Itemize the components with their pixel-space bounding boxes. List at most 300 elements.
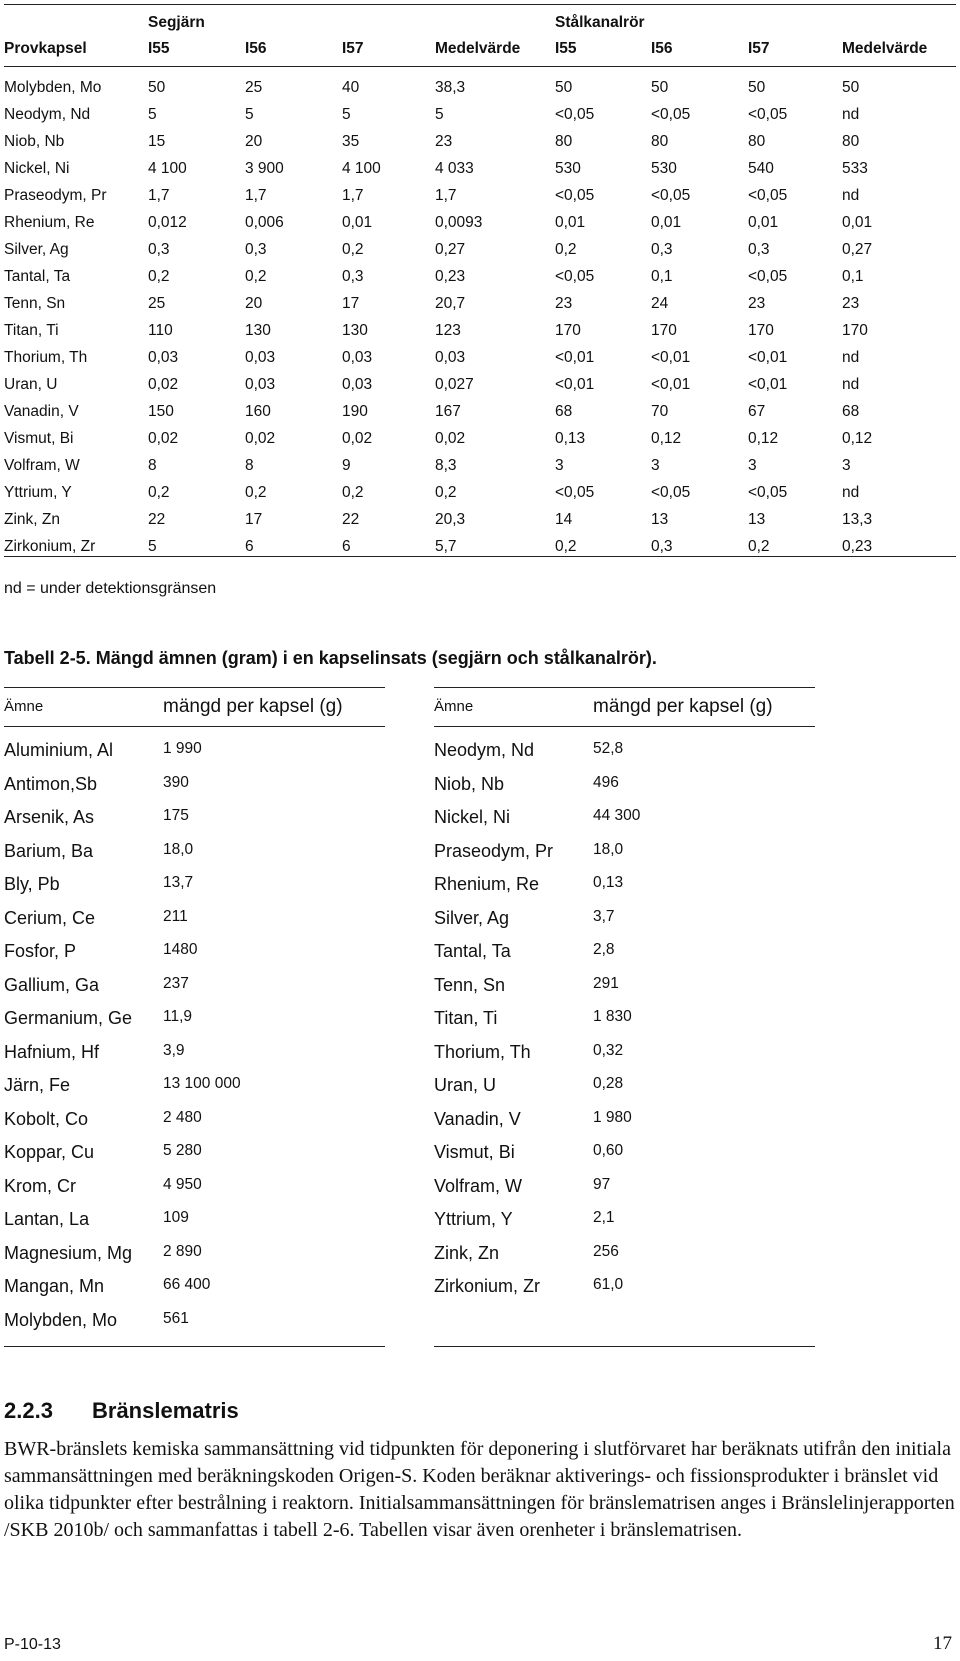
table-cell: 0,2 [342, 241, 364, 258]
section-paragraph: BWR-bränslets kemiska sammansättning vid tidpunkten för deponering i slutförvaret har beräknats utifrån den initiala sammansättningen med beräkningskoden Origen-S. Koden beräknar aktiverings- och fissionsprodukter i bränslet vid olika tidpunkter efter bestrålning i reaktorn. Initialsammansättningen för bränslematrisen anges i Bränslelinjerapporten /SKB 2010b/ och sammanfattas i tabell 2-6. Tabellen visar även orenheter i bränslematrisen. [4, 1438, 955, 1541]
table-cell: <0,05 [748, 484, 788, 501]
table-cell: 170 [748, 322, 774, 339]
table-cell: 0,006 [245, 214, 284, 231]
table-cell: 25 [148, 295, 166, 312]
table-cell: 0,02 [342, 430, 373, 447]
substance-name: Barium, Ba [4, 840, 94, 861]
table-cell: 0,03 [245, 376, 276, 393]
row-label: Rhenium, Re [4, 214, 95, 231]
table-cell: 67 [748, 403, 766, 420]
table-cell: 0,2 [245, 268, 267, 285]
table-cell: 8 [245, 457, 254, 474]
table-row [4, 241, 956, 268]
table-cell: 0,3 [148, 241, 170, 258]
row-label: Silver, Ag [4, 241, 69, 258]
table-cell: <0,05 [748, 187, 788, 204]
table-cell: 35 [342, 133, 360, 150]
substance-quantity: 256 [593, 1242, 619, 1260]
table-cell: 540 [748, 160, 774, 177]
table-row [434, 936, 815, 970]
table-cell: 17 [342, 295, 360, 312]
table-cell: <0,01 [651, 376, 691, 393]
substance-name: Niob, Nb [434, 773, 505, 794]
table-cell: 533 [842, 160, 868, 177]
table-cell: 5 [245, 106, 254, 123]
table-cell: 4 100 [148, 160, 187, 177]
table-cell: 0,3 [245, 241, 267, 258]
table-row [4, 457, 956, 484]
table-row [434, 802, 815, 836]
table-cell: 0,02 [245, 430, 276, 447]
table-row [4, 1204, 385, 1238]
table-cell: 0,03 [435, 349, 466, 366]
table-cell: 0,0093 [435, 214, 483, 231]
substance-quantity: 3,9 [163, 1041, 185, 1059]
table-cell: 5 [342, 106, 351, 123]
table-cell: 0,027 [435, 376, 474, 393]
table-cell: 13 [651, 511, 669, 528]
table-row [4, 1137, 385, 1171]
table-row [434, 970, 815, 1004]
table-cell: 0,2 [245, 484, 267, 501]
substance-quantity: 0,32 [593, 1041, 624, 1059]
column-header: I55 [555, 40, 577, 57]
substance-name: Rhenium, Re [434, 874, 540, 894]
table-row [4, 836, 385, 870]
table-cell: 530 [555, 160, 581, 177]
table-cell: nd [842, 106, 860, 123]
composition-table [4, 4, 956, 568]
table-header-row [4, 688, 385, 726]
table-cell: 160 [245, 403, 271, 420]
table-row [4, 160, 956, 187]
table-row [4, 970, 385, 1004]
substance-name: Bly, Pb [4, 874, 60, 894]
substance-name: Tenn, Sn [434, 974, 506, 995]
substance-name: Järn, Fe [4, 1075, 71, 1095]
substance-quantity: 5 280 [163, 1142, 202, 1159]
table-cell: 38,3 [435, 79, 466, 96]
table-cell: 20,7 [435, 295, 466, 312]
table-cell: 8 [148, 457, 157, 474]
substance-quantity: 18,0 [593, 840, 624, 858]
column-header: I56 [245, 40, 267, 57]
table-cell: 0,12 [842, 430, 873, 447]
table-cell: 3 [555, 457, 564, 474]
table-cell: 3 [842, 457, 851, 474]
row-label: Zink, Zn [4, 511, 60, 528]
table-row [4, 538, 956, 565]
table-body [4, 79, 956, 565]
substance-quantity: 291 [593, 974, 619, 992]
substance-name: Lantan, La [4, 1209, 90, 1229]
substance-name: Kobolt, Co [4, 1108, 89, 1129]
table-cell: 130 [245, 322, 271, 339]
table-cell: 15 [148, 133, 166, 150]
substance-name: Neodym, Nd [434, 740, 535, 760]
substance-name: Cerium, Ce [4, 907, 96, 928]
table-row [4, 1003, 385, 1037]
substance-quantity: 3,7 [593, 907, 615, 925]
substance-quantity: 66 400 [163, 1276, 211, 1293]
table-row [4, 1070, 385, 1104]
substance-name: Vismut, Bi [434, 1142, 515, 1162]
table-cell: 1,7 [245, 187, 267, 204]
table-cell: 0,13 [555, 430, 586, 447]
substance-name: Nickel, Ni [434, 807, 511, 827]
table-cell: 9 [342, 457, 351, 474]
row-label: Thorium, Th [4, 349, 88, 366]
table-cell: <0,05 [748, 106, 788, 123]
table-row [434, 1171, 815, 1205]
substance-name: Praseodym, Pr [434, 840, 554, 861]
table-cell: 0,23 [435, 268, 466, 285]
substance-name: Volfram, W [434, 1175, 523, 1196]
table-cell: 170 [555, 322, 581, 339]
substance-quantity: 1 990 [163, 740, 202, 757]
table-cell: 6 [342, 538, 351, 555]
substance-quantity: 4 950 [163, 1175, 202, 1193]
substance-quantity: 13,7 [163, 874, 194, 891]
page-number: 17 [933, 1633, 952, 1654]
table-cell: 23 [748, 295, 766, 312]
table-row [4, 295, 956, 322]
table-row [434, 1070, 815, 1104]
substance-quantity: 1480 [163, 941, 198, 958]
table-cell: 0,3 [748, 241, 770, 258]
table-row [4, 1305, 385, 1339]
row-label: Vismut, Bi [4, 430, 74, 447]
table-cell: 68 [842, 403, 860, 420]
table-row [434, 735, 815, 769]
table-cell: 50 [748, 79, 766, 96]
substance-quantity: 175 [163, 807, 189, 824]
substance-name: Tantal, Ta [434, 941, 511, 961]
table-cell: 14 [555, 511, 573, 528]
substance-name: Vanadin, V [434, 1108, 521, 1129]
row-label: Yttrium, Y [4, 484, 72, 501]
table-row [4, 1171, 385, 1205]
table-row [4, 268, 956, 295]
table-cell: nd [842, 349, 860, 366]
substance-quantity: 2 890 [163, 1242, 202, 1260]
substance-name: Zirkonium, Zr [434, 1276, 541, 1296]
table-cell: 23 [842, 295, 860, 312]
substance-quantity: 1 980 [593, 1108, 632, 1126]
table-cell: 6 [245, 538, 254, 555]
substance-quantity: 2,1 [593, 1209, 615, 1226]
row-label: Praseodym, Pr [4, 187, 107, 204]
table-body [434, 727, 815, 1346]
quantity-table-right [434, 687, 815, 1347]
table-cell: 0,01 [842, 214, 873, 231]
table-row [4, 106, 956, 133]
row-label: Titan, Ti [4, 322, 59, 339]
table-cell: 80 [651, 133, 669, 150]
table-cell: 0,12 [651, 430, 682, 447]
column-header-quantity: mängd per kapsel (g) [593, 696, 773, 717]
table-cell: 0,03 [342, 349, 373, 366]
row-label: Niob, Nb [4, 133, 65, 150]
substance-name: Gallium, Ga [4, 974, 100, 995]
substance-quantity: 44 300 [593, 807, 641, 824]
table-row [4, 376, 956, 403]
table-cell: <0,05 [748, 268, 788, 285]
table-bottom-rule [4, 1346, 385, 1347]
table-cell: 0,02 [435, 430, 466, 447]
table-cell: <0,05 [651, 187, 691, 204]
table-cell: nd [842, 376, 860, 393]
table-cell: <0,05 [651, 106, 691, 123]
table-cell: 0,23 [842, 538, 873, 555]
table-cell: <0,01 [651, 349, 691, 366]
table-cell: 0,2 [748, 538, 770, 555]
table-row [434, 1003, 815, 1037]
table-cell: 13,3 [842, 511, 873, 528]
substance-quantity: 13 100 000 [163, 1075, 241, 1092]
column-header: I57 [342, 40, 364, 57]
column-header-substance: Ämne [4, 698, 44, 715]
table-row [4, 869, 385, 903]
table-cell: <0,05 [555, 106, 595, 123]
table-row [4, 484, 956, 511]
table-cell: 68 [555, 403, 573, 420]
table-row [434, 1104, 815, 1138]
substance-quantity: 61,0 [593, 1276, 624, 1293]
table-row [434, 869, 815, 903]
substance-name: Thorium, Th [434, 1041, 531, 1062]
table-row [4, 79, 956, 106]
table-row [4, 936, 385, 970]
table-cell: 170 [651, 322, 677, 339]
table-row [4, 511, 956, 538]
table-cell: 50 [651, 79, 669, 96]
column-header: Medelvärde [435, 40, 521, 57]
table-cell: <0,05 [651, 484, 691, 501]
table-caption: Tabell 2-5. Mängd ämnen (gram) i en kapselinsats (segjärn och stålkanalrör). [4, 648, 657, 668]
column-header: I55 [148, 40, 170, 57]
substance-name: Zink, Zn [434, 1242, 500, 1263]
quantity-table-left [4, 687, 385, 1347]
table-row [4, 769, 385, 803]
table-cell: 0,2 [148, 484, 170, 501]
row-label: Tenn, Sn [4, 295, 66, 312]
substance-name: Arsenik, As [4, 807, 95, 827]
table-row [4, 1271, 385, 1305]
table-bottom-rule [4, 556, 956, 557]
table-cell: 0,01 [555, 214, 586, 231]
table-cell: 0,01 [651, 214, 682, 231]
column-header: I57 [748, 40, 770, 57]
table-cell: 0,01 [748, 214, 779, 231]
substance-quantity: 2,8 [593, 941, 615, 958]
table-cell: 0,3 [651, 538, 673, 555]
table-cell: 190 [342, 403, 368, 420]
row-label: Zirkonium, Zr [4, 538, 96, 555]
table-cell: 20 [245, 133, 263, 150]
table-cell: 0,03 [245, 349, 276, 366]
table-cell: 20 [245, 295, 263, 312]
table-cell: 0,2 [555, 241, 577, 258]
table-cell: 1,7 [148, 187, 170, 204]
table-cell: 130 [342, 322, 368, 339]
table-top-rule [4, 4, 956, 5]
table-cell: 5 [435, 106, 444, 123]
table-cell: 22 [148, 511, 166, 528]
row-label: Tantal, Ta [4, 268, 71, 285]
table-cell: 3 [748, 457, 757, 474]
substance-name: Koppar, Cu [4, 1142, 95, 1162]
table-row [434, 836, 815, 870]
substance-name: Titan, Ti [434, 1008, 498, 1028]
table-cell: 80 [555, 133, 573, 150]
table-cell: 0,03 [148, 349, 179, 366]
table-row [434, 1271, 815, 1305]
table-cell: 20,3 [435, 511, 466, 528]
table-cell: 0,01 [342, 214, 373, 231]
substance-name: Hafnium, Hf [4, 1041, 100, 1062]
table-cell: 0,2 [148, 268, 170, 285]
table-cell: 1,7 [342, 187, 364, 204]
table-cell: 17 [245, 511, 263, 528]
substance-quantity: 18,0 [163, 840, 194, 858]
table-cell: <0,01 [555, 349, 595, 366]
table-cell: 0,3 [342, 268, 364, 285]
table-header-row [434, 688, 815, 726]
section-number: 2.2.3 [4, 1398, 53, 1423]
substance-quantity: 211 [163, 907, 188, 925]
table-row [4, 1037, 385, 1071]
table-cell: 170 [842, 322, 868, 339]
table-row [434, 1204, 815, 1238]
table-row [4, 133, 956, 160]
table-row [4, 802, 385, 836]
table-row [434, 769, 815, 803]
header-rule [4, 66, 956, 67]
table-footnote: nd = under detektionsgränsen [4, 580, 217, 597]
table-cell: 0,03 [342, 376, 373, 393]
table-cell: 0,02 [148, 430, 179, 447]
group-header-segjarn: Segjärn [148, 14, 205, 31]
group-header-stalkanalror: Stålkanalrör [555, 14, 645, 31]
table-cell: 4 033 [435, 160, 474, 177]
table-cell: <0,05 [555, 187, 595, 204]
table-cell: 50 [842, 79, 860, 96]
column-header-quantity: mängd per kapsel (g) [163, 696, 343, 717]
section-heading [4, 1398, 239, 1424]
substance-name: Fosfor, P [4, 941, 77, 961]
table-cell: 167 [435, 403, 461, 420]
table-cell: 5 [148, 106, 157, 123]
substance-quantity: 0,60 [593, 1142, 624, 1159]
table-cell: 0,2 [555, 538, 577, 555]
table-body [4, 727, 385, 1346]
substance-name: Aluminium, Al [4, 740, 114, 760]
substance-name: Mangan, Mn [4, 1276, 105, 1296]
table-cell: 0,1 [842, 268, 864, 285]
table-cell: 23 [435, 133, 453, 150]
column-header: Provkapsel [4, 40, 87, 57]
substance-quantity: 1 830 [593, 1008, 632, 1025]
table-cell: <0,01 [748, 349, 788, 366]
table-row [434, 1238, 815, 1272]
table-cell: 80 [842, 133, 860, 150]
table-row [4, 214, 956, 241]
substance-name: Magnesium, Mg [4, 1242, 133, 1263]
table-row [4, 1104, 385, 1138]
table-cell: 0,27 [435, 241, 466, 258]
column-header: Medelvärde [842, 40, 928, 57]
table-row [4, 349, 956, 376]
row-label: Uran, U [4, 376, 58, 393]
table-cell: 3 900 [245, 160, 284, 177]
table-cell: 110 [148, 322, 173, 339]
table-row [4, 430, 956, 457]
substance-name: Antimon,Sb [4, 773, 98, 794]
substance-quantity: 237 [163, 974, 189, 992]
table-cell: 5,7 [435, 538, 457, 555]
table-row [434, 903, 815, 937]
substance-quantity: 109 [163, 1209, 189, 1226]
table-row [4, 403, 956, 430]
table-row [434, 1137, 815, 1171]
table-cell: <0,05 [555, 484, 595, 501]
table-cell: 70 [651, 403, 669, 420]
table-row [4, 735, 385, 769]
table-cell: 150 [148, 403, 174, 420]
table-cell: 80 [748, 133, 766, 150]
table-cell: 0,27 [842, 241, 873, 258]
row-label: Nickel, Ni [4, 160, 70, 177]
table-cell: 0,1 [651, 268, 673, 285]
table-cell: 50 [555, 79, 573, 96]
substance-name: Krom, Cr [4, 1175, 76, 1196]
table-cell: <0,01 [748, 376, 788, 393]
table-cell: 23 [555, 295, 573, 312]
row-label: Neodym, Nd [4, 106, 91, 123]
table-cell: <0,01 [555, 376, 595, 393]
row-label: Volfram, W [4, 457, 80, 474]
substance-name: Yttrium, Y [434, 1209, 513, 1229]
column-header-substance: Ämne [434, 698, 474, 715]
table-cell: 8,3 [435, 457, 457, 474]
table-cell: 25 [245, 79, 263, 96]
substance-quantity: 0,13 [593, 874, 624, 891]
substance-quantity: 97 [593, 1175, 611, 1193]
table-cell: 40 [342, 79, 360, 96]
report-number: P-10-13 [4, 1636, 61, 1653]
table-cell: 0,2 [435, 484, 457, 501]
column-header: I56 [651, 40, 673, 57]
substance-name: Molybden, Mo [4, 1309, 118, 1330]
table-row [4, 187, 956, 214]
substance-quantity: 496 [593, 773, 619, 791]
substance-name: Uran, U [434, 1075, 497, 1095]
substance-name: Silver, Ag [434, 907, 510, 928]
table-cell: 50 [148, 79, 166, 96]
table-row [434, 1037, 815, 1071]
table-cell: <0,05 [555, 268, 595, 285]
substance-name: Germanium, Ge [4, 1008, 133, 1028]
table-cell: 0,3 [651, 241, 673, 258]
table-cell: nd [842, 484, 860, 501]
table-row [4, 1238, 385, 1272]
table-cell: 24 [651, 295, 669, 312]
table-cell: nd [842, 187, 860, 204]
table-cell: 530 [651, 160, 677, 177]
substance-quantity: 561 [163, 1309, 189, 1327]
table-cell: 0,2 [342, 484, 364, 501]
